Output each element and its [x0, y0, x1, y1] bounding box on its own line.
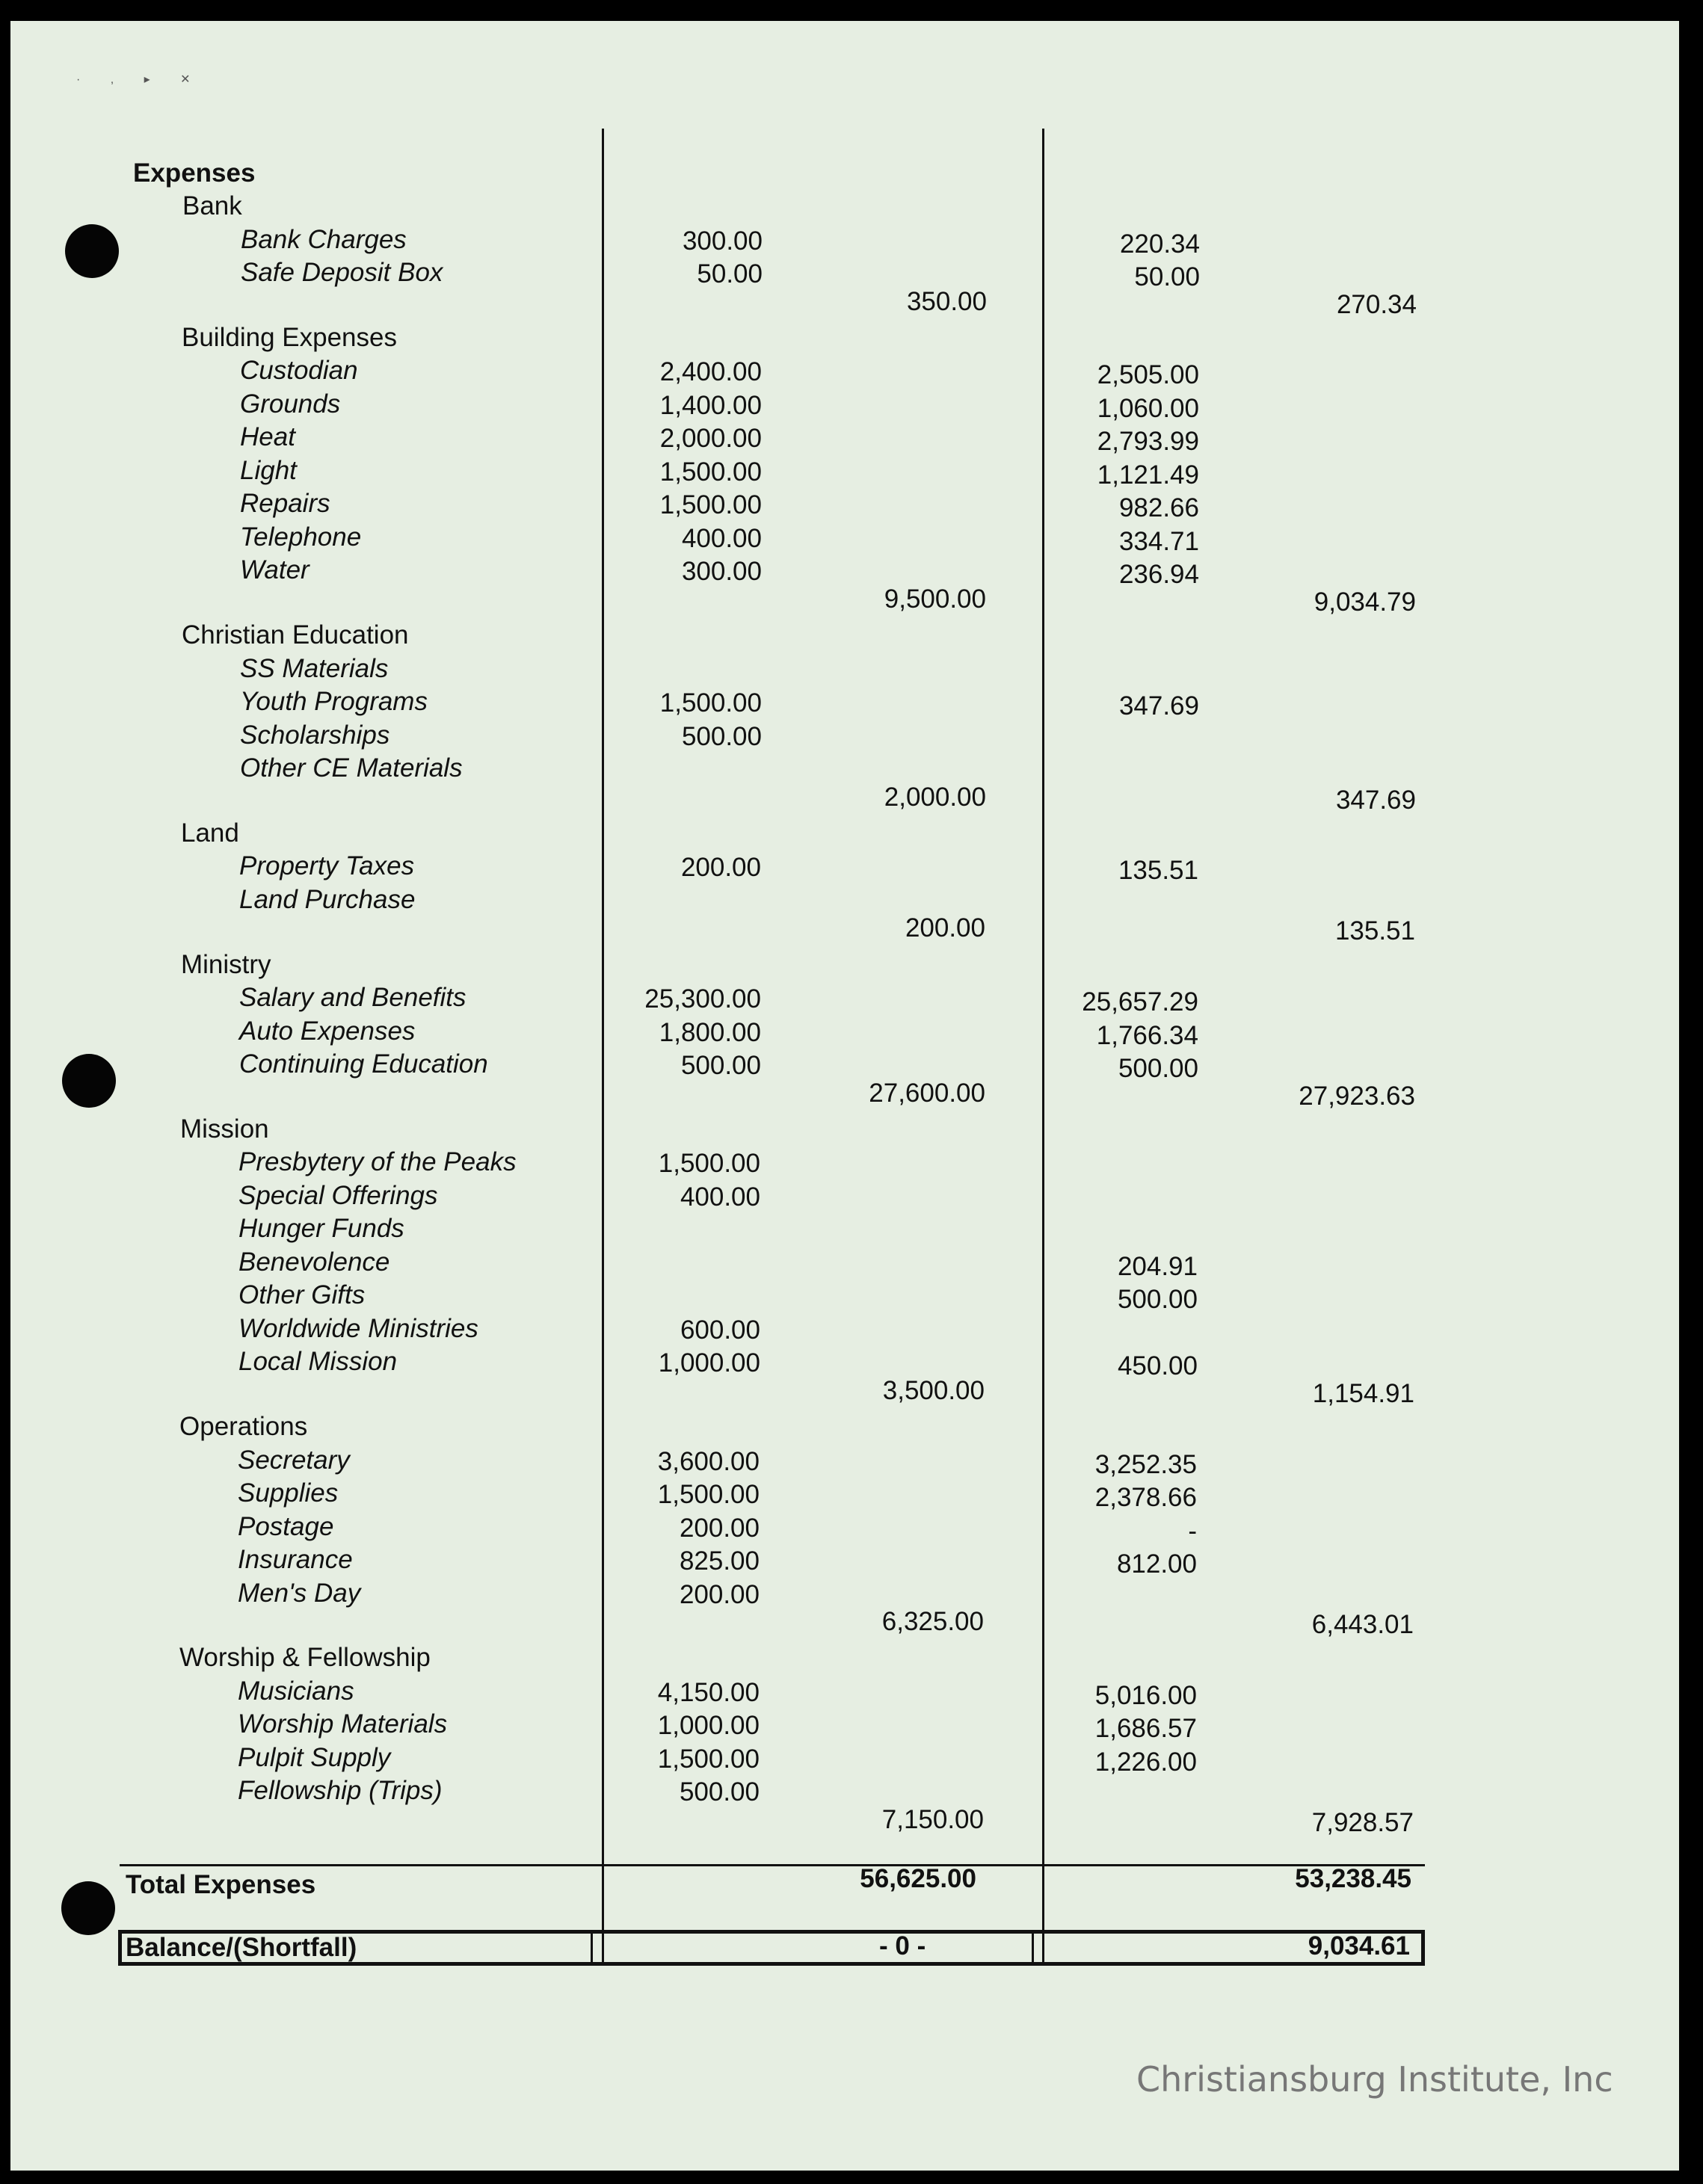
line-item-budget: 500.00: [679, 1777, 760, 1807]
line-item-name: Worldwide Ministries: [238, 1313, 478, 1343]
category-budget-subtotal: 3,500.00: [882, 1375, 985, 1405]
line-item-name: Salary and Benefits: [239, 983, 466, 1013]
punch-hole: [61, 1881, 115, 1935]
category-heading: Bank: [182, 191, 242, 220]
line-item-name: Safe Deposit Box: [241, 258, 443, 287]
line-item-name: Pulpit Supply: [238, 1742, 391, 1772]
line-item-name: Continuing Education: [239, 1049, 488, 1079]
line-item-budget: 1,800.00: [659, 1017, 761, 1047]
category-actual-subtotal: 7,928.57: [1311, 1807, 1414, 1837]
line-item-name: Hunger Funds: [238, 1214, 404, 1244]
category-heading: Building Expenses: [182, 322, 397, 352]
line-item-budget: 1,500.00: [659, 457, 762, 487]
category-budget-subtotal: 6,325.00: [881, 1607, 984, 1637]
scan-specks: · , ▸ ✕: [76, 73, 204, 86]
line-item-actual: 1,060.00: [1097, 393, 1199, 423]
line-item-budget: 825.00: [679, 1546, 760, 1576]
line-item-actual: 812.00: [1116, 1549, 1197, 1579]
category-budget-subtotal: 200.00: [905, 913, 985, 943]
category-actual-subtotal: 27,923.63: [1299, 1081, 1415, 1111]
line-item-budget: 500.00: [680, 1051, 761, 1081]
line-item-name: Light: [240, 455, 297, 485]
balance-actual: 9,034.61: [1308, 1931, 1410, 1961]
line-item-budget: 200.00: [680, 853, 761, 883]
line-item-name: Repairs: [240, 489, 330, 519]
line-item-actual: 450.00: [1117, 1351, 1198, 1381]
line-item-budget: 25,300.00: [644, 984, 761, 1014]
line-item-actual: 500.00: [1117, 1285, 1198, 1315]
watermark: Christiansburg Institute, Inc: [1136, 2059, 1613, 2100]
line-item-budget: 400.00: [680, 1182, 760, 1212]
category-actual-subtotal: 135.51: [1334, 916, 1415, 946]
category-heading: Operations: [179, 1412, 308, 1442]
category-budget-subtotal: 350.00: [906, 286, 987, 316]
line-item-budget: 500.00: [681, 721, 762, 751]
line-item-actual: 1,686.57: [1094, 1714, 1197, 1744]
line-item-name: Presbytery of the Peaks: [238, 1147, 517, 1177]
line-item-actual: 1,766.34: [1096, 1020, 1198, 1050]
line-item-name: Supplies: [238, 1478, 339, 1508]
line-item-actual: 25,657.29: [1082, 987, 1198, 1017]
line-item-name: Postage: [238, 1511, 334, 1541]
line-item-name: Scholarships: [240, 720, 390, 750]
balance-budget: - 0 -: [879, 1931, 926, 1961]
line-item-name: Bank Charges: [241, 224, 407, 254]
category-budget-subtotal: 9,500.00: [884, 584, 986, 614]
category-heading: Christian Education: [182, 620, 409, 650]
line-item-name: Men's Day: [238, 1578, 361, 1608]
line-item-name: Musicians: [238, 1676, 354, 1706]
line-item-name: Property Taxes: [239, 851, 415, 881]
line-item-budget: 1,500.00: [659, 688, 762, 718]
line-item-name: Custodian: [240, 356, 358, 386]
line-item-budget: 1,500.00: [659, 490, 762, 520]
line-item-actual: 5,016.00: [1094, 1680, 1197, 1710]
line-item-budget: 3,600.00: [657, 1446, 760, 1476]
line-item-budget: 200.00: [679, 1513, 760, 1543]
line-item-actual: 3,252.35: [1094, 1449, 1197, 1479]
line-item-actual: 347.69: [1118, 691, 1199, 721]
line-item-name: Grounds: [240, 389, 341, 419]
line-item-budget: 1,400.00: [659, 390, 762, 420]
line-item-budget: 200.00: [679, 1579, 760, 1609]
line-item-actual: 2,378.66: [1094, 1483, 1197, 1513]
category-heading: Land: [181, 818, 239, 848]
expenses-heading: Expenses: [133, 158, 256, 188]
line-item-actual: 2,505.00: [1097, 360, 1199, 390]
line-item-actual: 220.34: [1119, 229, 1200, 259]
line-item-actual: 50.00: [1134, 262, 1200, 291]
line-item-actual: 204.91: [1117, 1251, 1198, 1281]
line-item-name: Youth Programs: [240, 687, 428, 717]
punch-hole: [65, 224, 119, 278]
line-item-actual: 500.00: [1118, 1054, 1198, 1084]
line-item-actual: 1,226.00: [1094, 1747, 1197, 1777]
category-actual-subtotal: 1,154.91: [1312, 1378, 1414, 1408]
line-item-name: Other Gifts: [238, 1280, 366, 1310]
line-item-name: Secretary: [238, 1445, 350, 1475]
category-heading: Mission: [180, 1114, 269, 1144]
line-item-name: Special Offerings: [238, 1180, 438, 1210]
total-expenses-budget: 56,625.00: [860, 1864, 976, 1893]
line-item-budget: 1,000.00: [658, 1348, 760, 1378]
line-item-name: Telephone: [240, 522, 362, 552]
line-item-budget: 1,000.00: [657, 1711, 760, 1741]
line-item-name: Worship Materials: [238, 1709, 448, 1739]
line-item-name: Heat: [240, 422, 295, 452]
line-item-budget: 300.00: [682, 226, 763, 256]
balance-divider: [591, 1930, 593, 1966]
line-item-name: Insurance: [238, 1545, 353, 1575]
balance-divider: [1032, 1930, 1034, 1966]
category-actual-subtotal: 6,443.01: [1311, 1610, 1414, 1640]
category-actual-subtotal: 9,034.79: [1314, 587, 1416, 617]
category-actual-subtotal: 270.34: [1336, 289, 1417, 319]
line-item-budget: 400.00: [681, 523, 762, 553]
line-item-name: SS Materials: [240, 653, 389, 683]
line-item-budget: 50.00: [697, 259, 763, 289]
line-item-actual: 1,121.49: [1097, 460, 1199, 490]
line-item-budget: 2,400.00: [659, 357, 762, 387]
line-item-name: Local Mission: [238, 1347, 398, 1377]
line-item-name: Land Purchase: [239, 884, 416, 914]
category-actual-subtotal: 347.69: [1335, 785, 1416, 815]
line-item-budget: 1,500.00: [657, 1480, 760, 1510]
line-item-budget: 600.00: [680, 1315, 760, 1345]
line-item-budget: 4,150.00: [657, 1677, 760, 1707]
line-item-name: Water: [240, 555, 310, 585]
line-item-actual: 236.94: [1118, 560, 1199, 590]
line-item-actual: 982.66: [1118, 493, 1199, 523]
line-item-name: Other CE Materials: [240, 753, 463, 783]
line-item-name: Benevolence: [238, 1247, 390, 1277]
line-item-actual: 334.71: [1118, 526, 1199, 556]
line-item-budget: 1,500.00: [657, 1744, 760, 1774]
category-budget-subtotal: 7,150.00: [881, 1804, 984, 1834]
total-expenses-label: Total Expenses: [126, 1870, 316, 1899]
balance-label: Balance/(Shortfall): [126, 1933, 357, 1962]
line-item-name: Fellowship (Trips): [238, 1776, 443, 1806]
category-budget-subtotal: 2,000.00: [884, 782, 986, 812]
line-item-actual: 2,793.99: [1097, 427, 1199, 457]
line-item-actual: 135.51: [1118, 856, 1198, 886]
line-item-name: Auto Expenses: [239, 1016, 416, 1046]
line-item-budget: 1,500.00: [658, 1149, 760, 1179]
category-heading: Worship & Fellowship: [179, 1643, 431, 1673]
punch-hole: [62, 1054, 116, 1108]
line-item-budget: 300.00: [681, 557, 762, 587]
line-item-actual: -: [1188, 1516, 1197, 1546]
line-item-budget: 2,000.00: [659, 424, 762, 454]
total-expenses-actual: 53,238.45: [1295, 1864, 1411, 1893]
category-budget-subtotal: 27,600.00: [869, 1078, 985, 1108]
category-heading: Ministry: [181, 949, 271, 979]
